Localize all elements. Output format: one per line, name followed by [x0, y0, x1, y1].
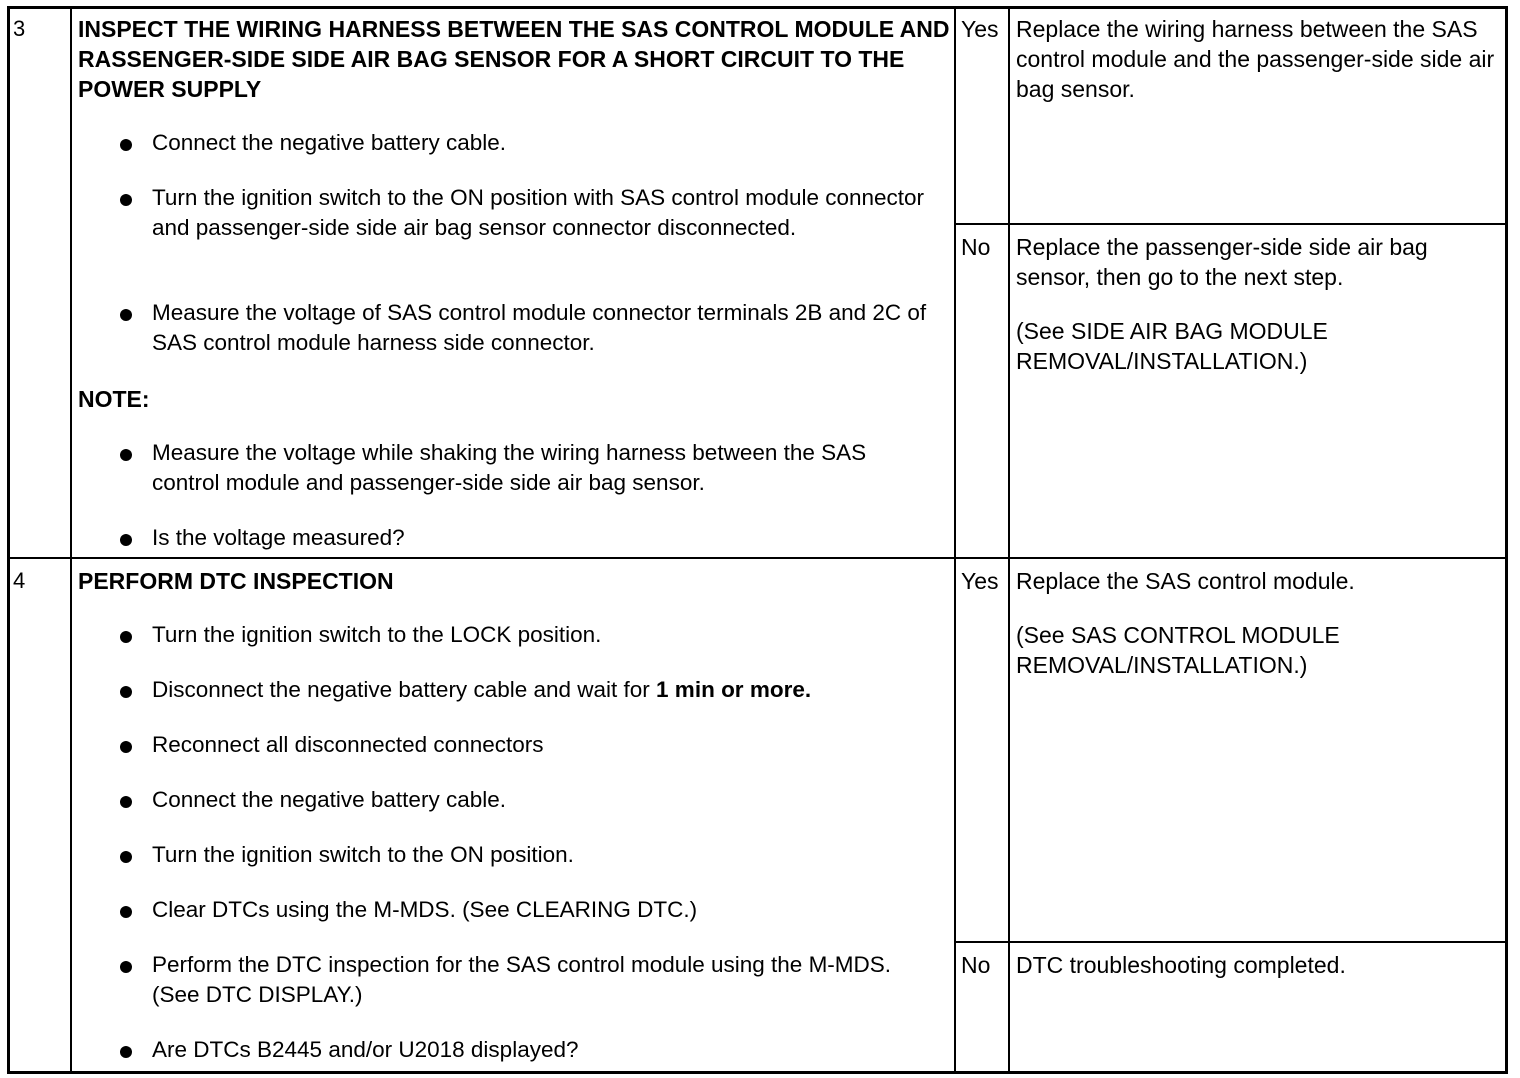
yes-label: Yes [961, 568, 999, 594]
bullet-icon [120, 906, 132, 918]
bullet-icon [120, 851, 132, 863]
bullet-icon [120, 449, 132, 461]
bullet-icon [120, 534, 132, 546]
step-instruction: Reconnect all disconnected connectors [152, 732, 544, 757]
step-instruction: Connect the negative battery cable. [152, 130, 506, 155]
no-action: Replace the passenger-side side air bag sensor, then go to the next step. [1016, 234, 1428, 290]
bullet-icon [120, 194, 132, 206]
step-instruction: Clear DTCs using the M-MDS. (See CLEARING DTC.) [152, 897, 698, 922]
step-title: INSPECT THE WIRING HARNESS BETWEEN THE SAS CONTROL MODULE AND RASSENGER-SIDE SIDE AIR BAG SENSOR FOR A SHORT CIRCUIT TO THE POWER SUPPLY [78, 16, 950, 102]
bullet-icon [120, 139, 132, 151]
step-instruction: Turn the ignition switch to the ON position. [152, 842, 574, 867]
yes-action: Replace the SAS control module. [1016, 568, 1355, 594]
row-divider-step4-yes-no [954, 941, 1508, 943]
note-label: NOTE: [78, 386, 150, 412]
bullet-icon [120, 796, 132, 808]
step-instruction: Turn the ignition switch to the ON position with SAS control module connector and passenger-side side air bag sensor connector disconnected. [152, 185, 925, 240]
step-instruction: Turn the ignition switch to the LOCK position. [152, 622, 602, 647]
step-question: Is the voltage measured? [152, 525, 405, 550]
step-instruction-text: Disconnect the negative battery cable and wait for [152, 677, 657, 702]
no-action: DTC troubleshooting completed. [1016, 952, 1346, 978]
step-instruction: Perform the DTC inspection for the SAS control module using the M-MDS. (See DTC DISPLAY.) [152, 952, 892, 1007]
yes-reference: (See SAS CONTROL MODULE REMOVAL/INSTALLATION.) [1016, 622, 1340, 678]
bullet-icon [120, 1046, 132, 1058]
step-instruction: Measure the voltage of SAS control module connector terminals 2B and 2C of SAS control module harness side connector. [152, 300, 927, 355]
row-divider-step3-yes-no [954, 223, 1508, 225]
bullet-icon [120, 309, 132, 321]
row-divider-step4 [7, 557, 1508, 559]
column-divider-step [70, 6, 72, 1074]
yes-action: Replace the wiring harness between the SAS control module and the passenger-side side air bag sensor. [1016, 16, 1495, 102]
bullet-icon [120, 961, 132, 973]
yes-label: Yes [961, 16, 999, 42]
column-divider-inspection [954, 6, 956, 1074]
step-question: Are DTCs B2445 and/or U2018 displayed? [152, 1037, 579, 1062]
step-number: 3 [13, 16, 26, 41]
bullet-icon [120, 741, 132, 753]
no-label: No [961, 234, 991, 260]
step-instruction: Connect the negative battery cable. [152, 787, 506, 812]
no-reference: (See SIDE AIR BAG MODULE REMOVAL/INSTALLATION.) [1016, 318, 1328, 374]
bullet-icon [120, 631, 132, 643]
step-instruction [152, 675, 932, 705]
step-title: PERFORM DTC INSPECTION [78, 568, 394, 594]
step-number: 4 [13, 568, 26, 593]
no-label: No [961, 952, 991, 978]
bullet-icon [120, 686, 132, 698]
column-divider-result [1008, 6, 1010, 1074]
step-instruction: Measure the voltage while shaking the wiring harness between the SAS control module and passenger-side side air bag sensor. [152, 440, 867, 495]
wait-time-emphasis: 1 min or more. [656, 677, 812, 702]
